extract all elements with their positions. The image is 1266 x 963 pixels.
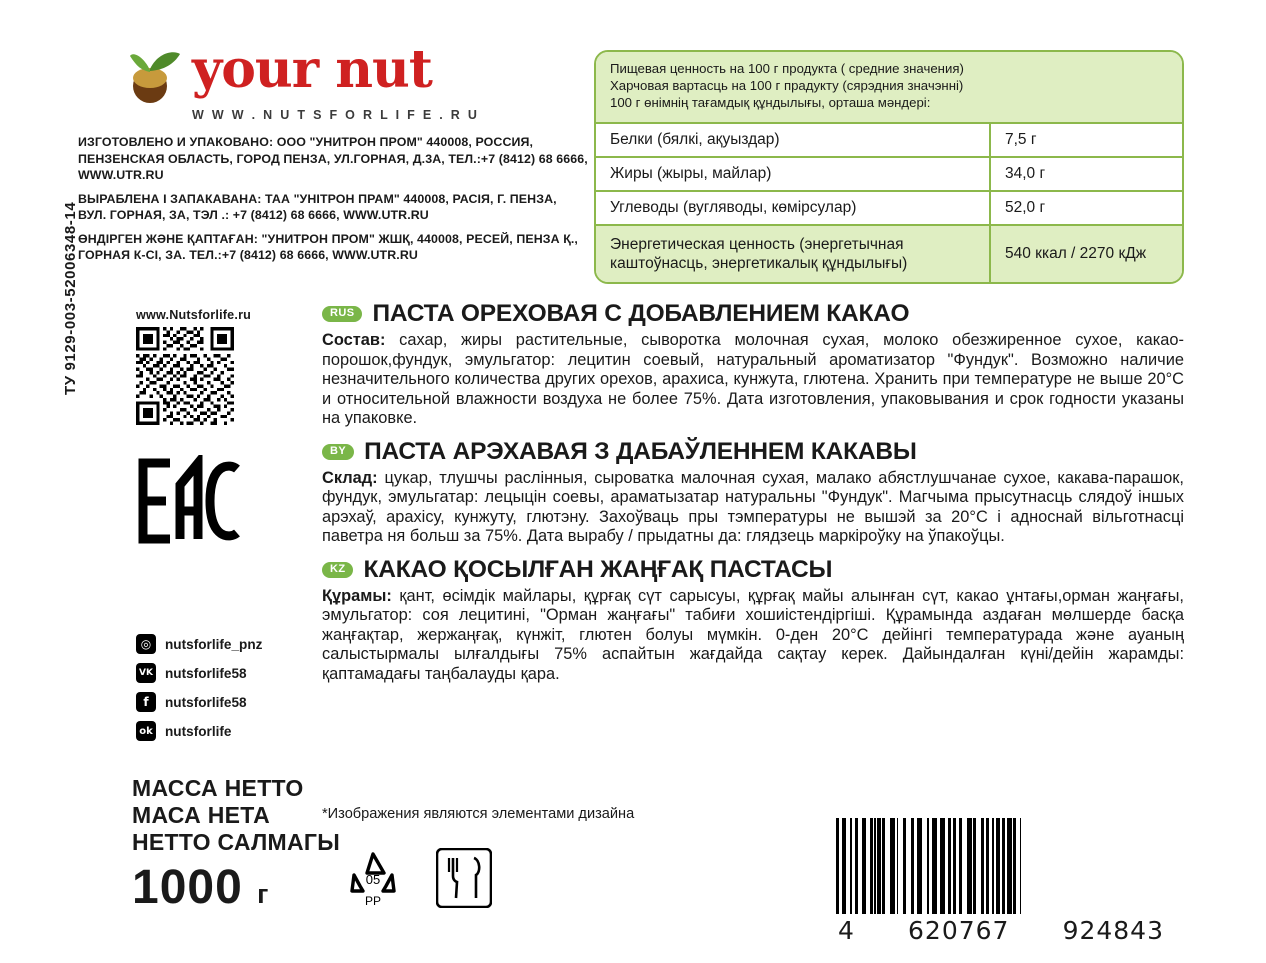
- social-handle: nutsforlife: [165, 723, 232, 739]
- nutrition-value: 34,0 г: [990, 157, 1182, 191]
- recycle-code: PP: [364, 894, 382, 908]
- recycle-icon: [340, 848, 406, 908]
- ingredients-by: [322, 469, 1184, 547]
- lang-badge-kz: KZ: [322, 562, 353, 578]
- ingredients-text-kz: қант, өсімдік майлары, құрғақ сүт сарысуы, құрғақ майы алынған сүт, какао ұнтағы,орман жаңғағы, эмульгатор: соя лецитині, "Орман жаңғағы" табиғи хошиістендіргіші. Құрамында аздаған мөлшерде басқа жаңғақтар, жержаңғақ, күнжіт, глютен болуы мүмкін. 0-ден 20°C дейінгі температурада және ауаның салыстырмалы ылғалдығы 75% аспайтын жағдайда сақтау керек. Дайындалған күні/дейін жарамды: қаптамадағы таңбалауды қара.: [322, 586, 1184, 683]
- table-row-energy: [596, 225, 1182, 283]
- nutrition-header: [596, 52, 1182, 122]
- nutrition-value: 52,0 г: [990, 191, 1182, 225]
- barcode-group-2: 620767: [908, 916, 1010, 945]
- net-weight-value: [132, 860, 340, 917]
- ingredients-lead-by: Склад:: [322, 468, 378, 487]
- ingredients-lead-ru: Состав:: [322, 331, 386, 349]
- lang-badge-rus: RUS: [322, 306, 362, 322]
- list-item[interactable]: [136, 634, 262, 654]
- ingredients-kz: [322, 587, 1184, 685]
- table-row: [596, 157, 1182, 191]
- packaging-marks: [340, 848, 492, 908]
- section-header-ru: [322, 300, 1184, 328]
- brand-url: W W W . N U T S F O R L I F E . R U: [192, 108, 480, 122]
- list-item[interactable]: [136, 721, 262, 741]
- nutrition-header-by: Харчовая вартасць на 100 г прадукту (сярэдния значэнні): [610, 77, 964, 93]
- nutrition-name: Углеводы (вугляводы, көмірсулар): [596, 191, 990, 225]
- barcode-bars: [836, 818, 1166, 914]
- product-title-by: ПАСТА АРЭХАВАЯ З ДАБАЎЛЕННЕМ КАКАВЫ: [364, 437, 917, 465]
- nutrition-name: Жиры (жыры, майлар): [596, 157, 990, 191]
- manufacturer-by-text: ТАА "УНІТРОН ПРАМ" 440008, РАСІЯ, Г. ПЕНЗА, ВУЛ. ГОРНАЯ, ЗА, ТЭЛ .: +7 (8412) 68 6666, WWW.UTR.RU: [78, 191, 557, 222]
- manufacturer-ru-label: ИЗГОТОВЛЕНО И УПАКОВАНО:: [78, 135, 274, 149]
- ingredients-lead-kz: Құрамы:: [322, 586, 392, 605]
- tu-code: ТУ 9129-003-52006348-14: [62, 201, 79, 395]
- hazelnut-icon: [128, 44, 186, 106]
- facebook-icon: f: [136, 692, 156, 712]
- social-handle: nutsforlife58: [165, 665, 247, 681]
- product-title-ru: ПАСТА ОРЕХОВАЯ С ДОБАВЛЕНИЕМ КАКАО: [372, 300, 910, 327]
- vk-icon: VK: [136, 663, 156, 683]
- manufacturer-kz-text: "УНИТРОН ПРОМ" ЖШҚ, 440008, РЕСЕЙ, ПЕНЗА Қ., ГОРНАЯ К-СІ, ЗА. ТЕЛ.:+7 (8412) 68 6666, WWW.UTR.RU: [78, 231, 578, 262]
- section-header-kz: [322, 556, 1184, 584]
- manufacturer-by-label: ВЫРАБЛЕНА І ЗАПАКАВАНА:: [78, 191, 262, 206]
- nutrition-header-kz: 100 г өнімнің тағамдық құндылығы, орташа мәндері:: [610, 94, 931, 110]
- nutrition-table: [594, 50, 1184, 284]
- product-descriptions: [322, 300, 1184, 693]
- design-footnote: *Изображения являются элементами дизайна: [322, 806, 635, 822]
- manufacturer-kz-label: ӨНДІРГЕН ЖӘНЕ ҚАПТАҒАН:: [78, 231, 258, 246]
- recycle-number: 05: [365, 872, 381, 887]
- lang-badge-by: BY: [322, 444, 354, 460]
- net-weight-unit: г: [257, 879, 270, 910]
- nutrition-name: Белки (бялкі, ақуыздар): [596, 123, 990, 157]
- manufacturer-by: [78, 191, 588, 224]
- net-weight-block: [132, 775, 340, 917]
- manufacturer-ru-text: ООО "УНИТРОН ПРОМ" 440008, РОССИЯ, ПЕНЗЕНСКАЯ ОБЛАСТЬ, ГОРОД ПЕНЗА, УЛ.ГОРНАЯ, Д.3А, ТЕЛ.:+7 (8412) 68 6666, WWW.UTR.RU: [78, 135, 588, 182]
- brand-name: your nut: [192, 39, 432, 100]
- barcode-group-3: 924843: [1062, 916, 1164, 945]
- energy-value: 540 ккал / 2270 кДж: [990, 225, 1182, 283]
- social-handle: nutsforlife_pnz: [165, 636, 263, 652]
- net-weight-label-ru: МАССА НЕТТО: [132, 775, 304, 801]
- qr-code: [136, 327, 234, 425]
- manufacturer-ru: [78, 134, 588, 184]
- barcode-number: [836, 916, 1166, 945]
- manufacturer-block: [78, 134, 588, 271]
- nutrition-value: 7,5 г: [990, 123, 1182, 157]
- table-row: [596, 123, 1182, 157]
- energy-name: Энергетическая ценность (энергетычная каштоўнасць, энергетикалық құндылығы): [596, 225, 990, 283]
- list-item[interactable]: [136, 692, 262, 712]
- product-title-kz: КАКАО ҚОСЫЛҒАН ЖАҢҒАҚ ПАСТАСЫ: [363, 555, 833, 583]
- brand-logo: [128, 39, 508, 122]
- social-handle: nutsforlife58: [165, 694, 247, 710]
- ingredients-text-by: цукар, тлушчы раслінныя, сыроватка малочная сухая, малако абястлушчанае сухое, какава-парашок, фундук, эмульгатар: лецыцін соевы, араматызатар натуральны "Фундук". Магчыма прысутнасць слядоў іншых арэхаў, арахісу, кунжуту, глютэну. Захоўваць пры тэмпературы не вышэй за 20°C і адноснай вільготнасці паветра ня больш за 75%. Дата вырабу / прыдатны да: глядзець маркіроўку на ўпакоўцы.: [322, 468, 1184, 546]
- odnoklassniki-icon: ok: [136, 721, 156, 741]
- website-text: www.Nutsforlife.ru: [136, 308, 252, 322]
- net-weight-label-kz: НЕТТО САЛМАГЫ: [132, 829, 341, 856]
- net-weight-label-by: МАСА НЕТА: [132, 802, 271, 829]
- net-weight-number: 1000: [132, 861, 243, 915]
- food-safe-icon: [436, 848, 492, 908]
- section-header-by: [322, 438, 1184, 466]
- eac-mark-icon: [136, 455, 244, 547]
- social-links: [136, 634, 262, 750]
- barcode-group-1: 4: [838, 916, 855, 945]
- table-row: [596, 191, 1182, 225]
- list-item[interactable]: [136, 663, 262, 683]
- ingredients-text-ru: сахар, жиры растительные, сыворотка молочная сухая, молоко обезжиренное сухое, какао-порошок,фундук, эмульгатор: лецитин соевый, натуральный ароматизатор "Фундук". Возможно наличие незначительного количества других орехов, арахиса, кунжута, глютена. Хранить при температуре не выше 20°C и относительной влажности воздуха не более 75%. Дата изготовления, упаковывания и срок годности указаны на упаковке.: [322, 331, 1184, 428]
- manufacturer-kz: [78, 231, 588, 264]
- ingredients-ru: [322, 331, 1184, 429]
- barcode: [836, 818, 1166, 945]
- instagram-icon: ◎: [136, 634, 156, 654]
- nutrition-header-ru: Пищевая ценность на 100 г продукта ( средние значения): [610, 61, 964, 76]
